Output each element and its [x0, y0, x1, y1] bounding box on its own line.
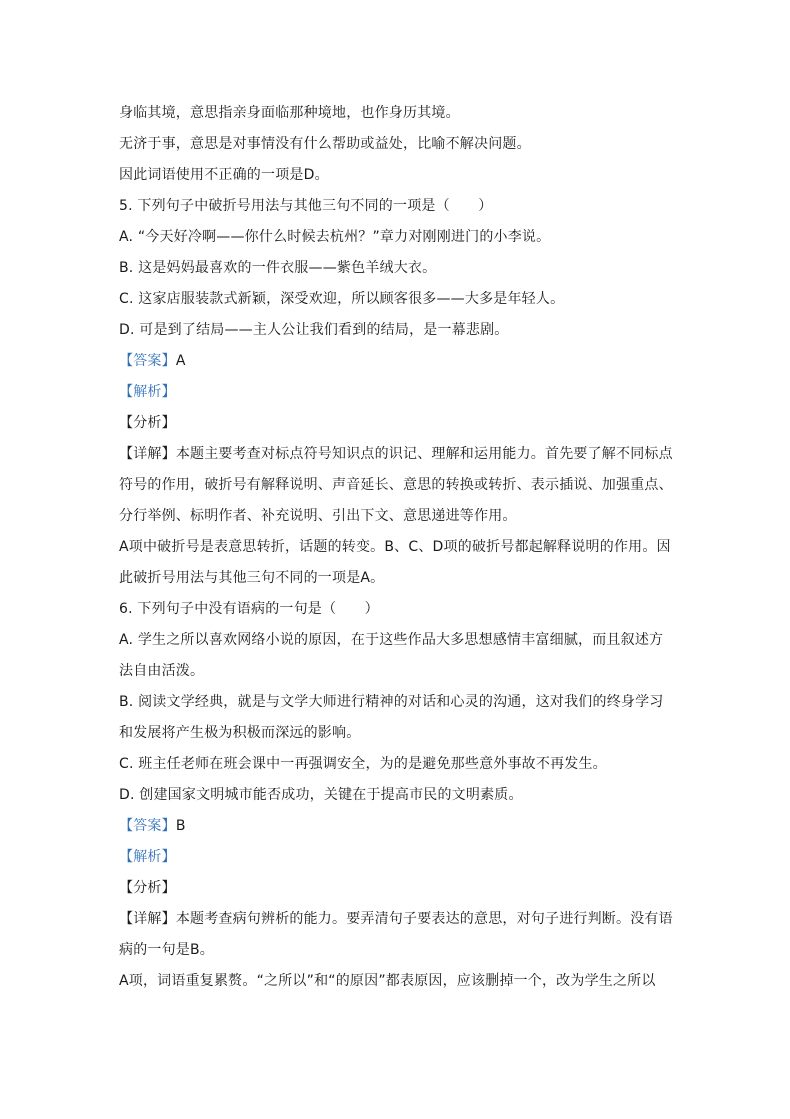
question-6: 6. 下列句子中没有语病的一句是（ ）	[119, 601, 379, 617]
q6-option-a: A. 学生之所以喜欢网络小说的原因，在于这些作品大多思想感情丰富细腻，而且叙述方	[119, 632, 664, 648]
text-line: 无济于事，意思是对事情没有什么帮助或益处，比喻不解决问题。	[119, 136, 531, 152]
q6-option-c: C. 班主任老师在班会课中一再强调安全，为的是避免那些意外事故不再发生。	[119, 756, 607, 772]
text-line: A项中破折号是表意思转折，话题的转变。B、C、D项的破折号都起解释说明的作用。因	[119, 539, 671, 555]
answer-tag: 【答案】	[119, 353, 176, 369]
detail-tag: 【详解】	[119, 911, 176, 927]
text-line: 病的一句是B。	[119, 942, 215, 958]
q6-option-a-cont: 法自由活泼。	[119, 663, 205, 679]
answer-tag: 【答案】	[119, 818, 176, 834]
q6-option-b: B. 阅读文学经典，就是与文学大师进行精神的对话和心灵的沟通，这对我们的终身学习	[119, 694, 664, 710]
q5-option-c: C. 这家店服装款式新颖，深受欢迎，所以顾客很多——大多是年轻人。	[119, 291, 565, 307]
detail-text: 本题考查病句辨析的能力。要弄清句子要表达的意思，对句子进行判断。没有语	[175, 911, 673, 927]
q5-analysis-line	[119, 382, 679, 402]
q6-option-d: D. 创建国家文明城市能否成功，关键在于提高市民的文明素质。	[119, 787, 523, 803]
q6-analysis-line	[119, 847, 679, 867]
text-line: 因此词语使用不正确的一项是D。	[119, 167, 329, 183]
detail-tag: 【详解】	[119, 446, 176, 462]
text-line: A项，词语重复累赘。“之所以”和“的原因”都表原因，应该删掉一个，改为学生之所以	[119, 973, 656, 989]
answer-value: B	[175, 818, 186, 834]
q5-option-d: D. 可是到了结局——主人公让我们看到的结局，是一幕悲剧。	[119, 322, 509, 338]
detail-text: 本题主要考查对标点符号知识点的识记、理解和运用能力。首先要了解不同标点	[175, 446, 673, 462]
q6-detail-line	[119, 909, 679, 929]
text-line: 符号的作用，破折号有解释说明、声音延长、意思的转换或转折、表示插说、加强重点、	[119, 477, 673, 493]
fenxi-tag: 【分析】	[119, 415, 176, 431]
q6-option-b-cont: 和发展将产生极为积极而深远的影响。	[119, 725, 361, 741]
fenxi-tag: 【分析】	[119, 880, 176, 896]
text-line: 此破折号用法与其他三句不同的一项是A。	[119, 570, 385, 586]
q6-answer-line	[119, 816, 679, 836]
q5-option-b: B. 这是妈妈最喜欢的一件衣服——紫色羊绒大衣。	[119, 260, 437, 276]
analysis-tag: 【解析】	[119, 849, 176, 865]
question-5: 5. 下列句子中破折号用法与其他三句不同的一项是（ ）	[119, 198, 493, 214]
q5-answer-line	[119, 351, 679, 371]
analysis-tag: 【解析】	[119, 384, 176, 400]
answer-value: A	[175, 353, 186, 369]
q5-fenxi-line	[119, 413, 679, 433]
q5-detail-line	[119, 444, 679, 464]
q5-option-a: A. “今天好冷啊——你什么时候去杭州？”章力对刚刚进门的小李说。	[119, 229, 551, 245]
text-line: 分行举例、标明作者、补充说明、引出下文、意思递进等作用。	[119, 508, 517, 524]
text-line: 身临其境，意思指亲身面临那种境地，也作身历其境。	[119, 105, 460, 121]
q6-fenxi-line	[119, 878, 679, 898]
